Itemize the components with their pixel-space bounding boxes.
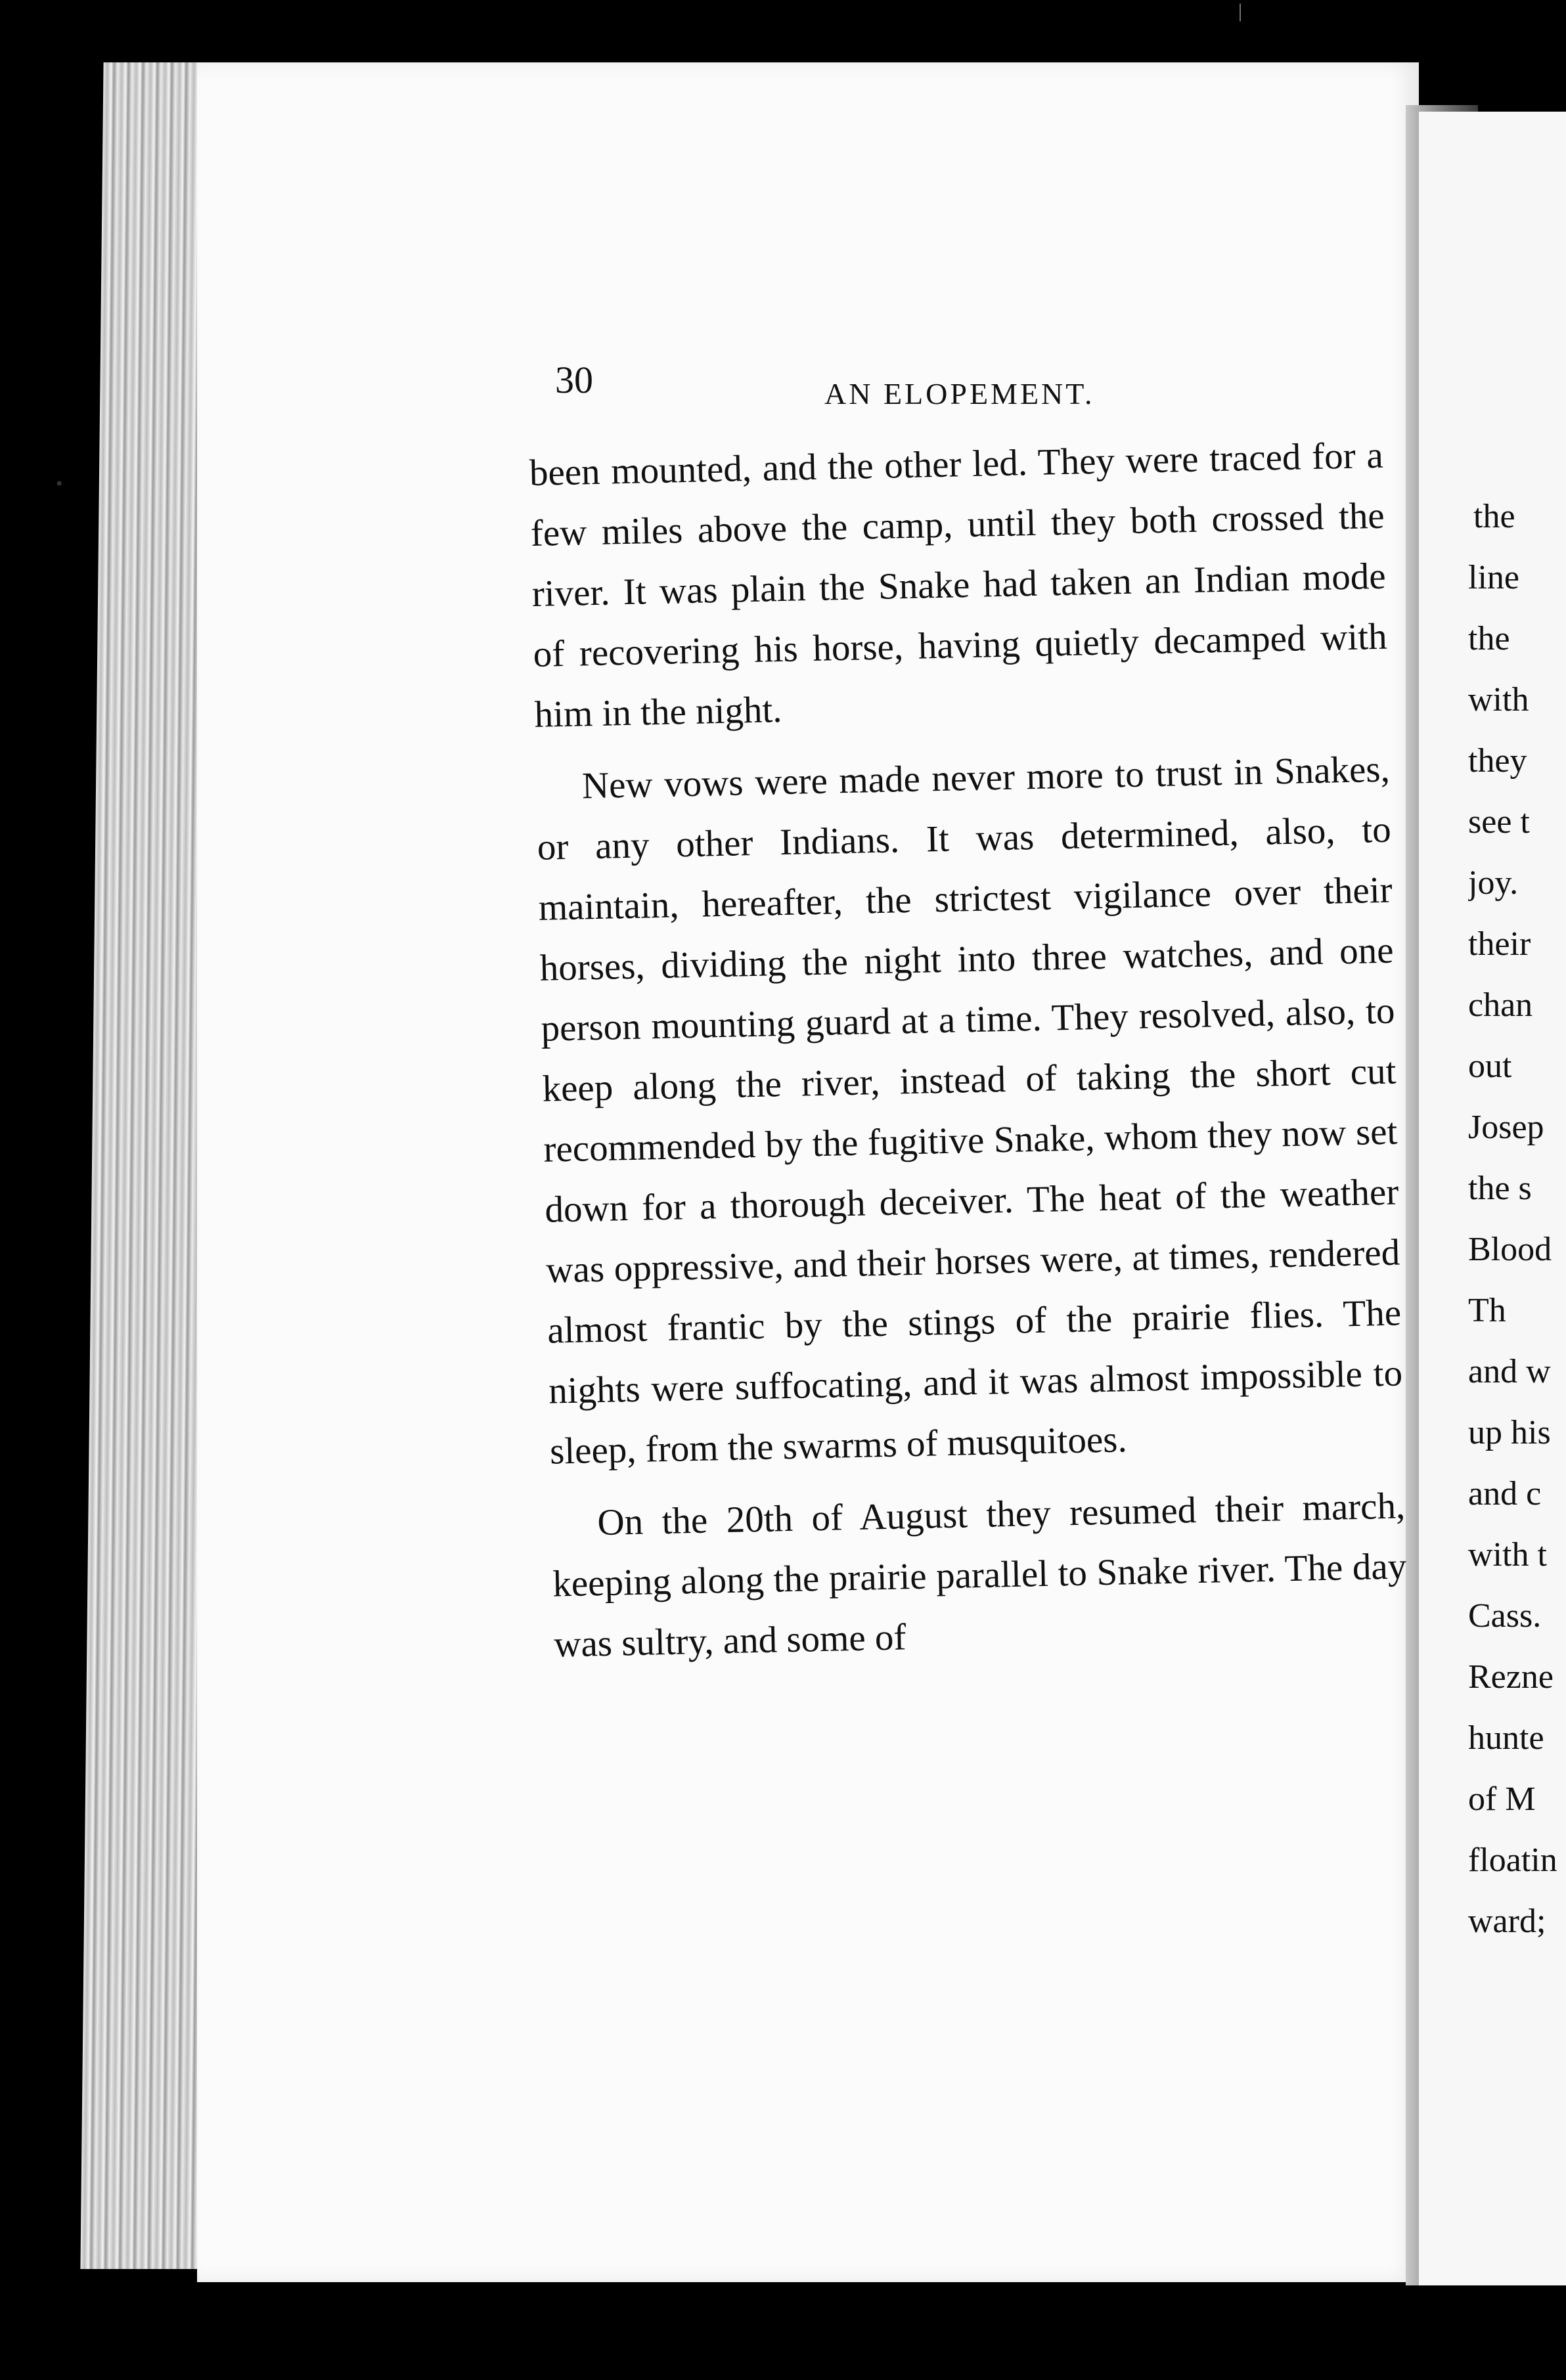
facing-line: their	[1468, 925, 1531, 963]
facing-line: chan	[1468, 986, 1533, 1024]
body-text	[529, 426, 1408, 1675]
page-header	[555, 358, 1389, 410]
paragraph: New vows were made never more to trust in Snakes, or any other Indians. It was determined, also, to maintain, hereafter, the strictest vigilance over their horses, dividing the night into three watches, and one person mounting guard at a time. They resolved, also, to keep along the river, instead of taking the short cut recommended by the fugitive Snake, whom they now set down for a thorough deceiver. The heat of the weather was oppressive, and their horses were, at times, rendered almost frantic by the stings of the prairie flies. The nights were suffocating, and it was almost impossible to sleep, from the swarms of musquitoes.	[537, 748, 1403, 1472]
paragraph: On the 20th of August they resumed their march, keeping along the prairie parallel to Snake river. The day was sultry, and some of	[552, 1485, 1407, 1665]
facing-line: Cass.	[1468, 1597, 1542, 1635]
facing-page-text	[1468, 486, 1566, 1952]
facing-line: up his	[1468, 1414, 1551, 1451]
facing-line: line	[1468, 559, 1519, 596]
facing-line: the s	[1468, 1170, 1532, 1207]
facing-line: and w	[1468, 1353, 1551, 1390]
facing-line: joy.	[1468, 864, 1519, 902]
facing-line: Th	[1468, 1292, 1506, 1329]
facing-line: and c	[1468, 1475, 1542, 1512]
facing-line: with t	[1468, 1536, 1547, 1574]
facing-line: Rezne	[1468, 1658, 1554, 1696]
facing-line: floatin	[1468, 1841, 1557, 1879]
facing-line: of M	[1468, 1780, 1536, 1818]
page-number: 30	[555, 359, 593, 401]
scan-speck: |	[1238, 0, 1243, 22]
paragraph: been mounted, and the other led. They were traced for a few miles above the camp, until they both crossed the river. It was plain the Snake had taken an Indian mode of recovering his horse, having quietly decamped with him in the night.	[529, 434, 1388, 736]
scan-speck: •	[56, 473, 63, 495]
facing-line: they	[1468, 742, 1527, 780]
facing-line: see t	[1468, 803, 1530, 841]
facing-line: Josep	[1468, 1109, 1544, 1146]
facing-line: with	[1468, 681, 1529, 718]
facing-line: hunte	[1468, 1719, 1544, 1757]
facing-line: the	[1468, 620, 1510, 657]
facing-line: the	[1473, 498, 1515, 535]
facing-line: Blood	[1468, 1231, 1552, 1268]
facing-line: ward;	[1468, 1903, 1546, 1940]
facing-line: out	[1468, 1047, 1512, 1085]
running-head: AN ELOPEMENT.	[824, 377, 1095, 410]
